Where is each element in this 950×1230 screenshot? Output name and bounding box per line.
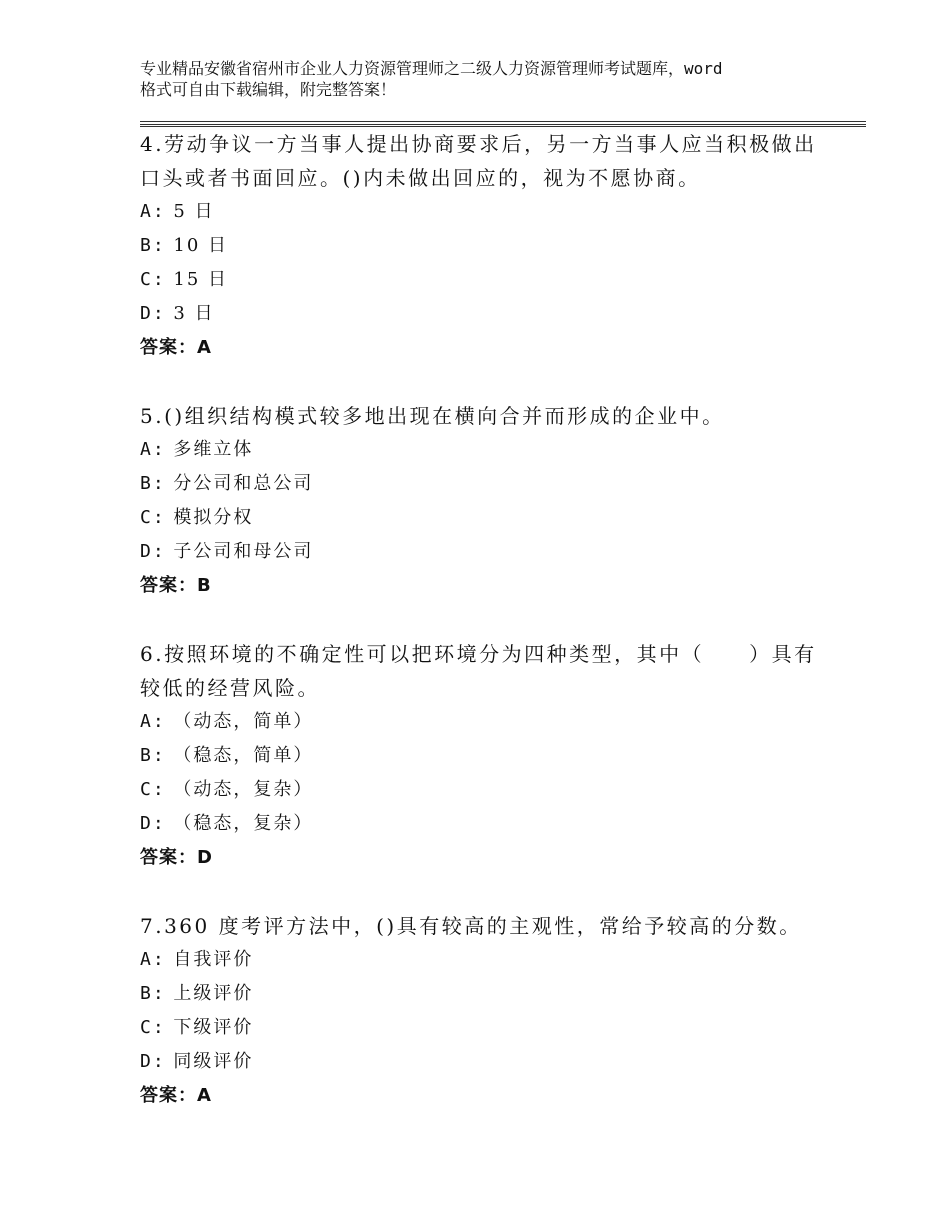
answer-option xyxy=(140,1045,840,1079)
option-key: B: xyxy=(140,473,166,494)
option-text: 多维立体 xyxy=(173,439,254,460)
question-stem xyxy=(140,399,840,433)
question-stem xyxy=(140,637,840,705)
option-text: 15 日 xyxy=(173,269,229,290)
question-block xyxy=(140,637,840,875)
option-key: B: xyxy=(140,745,166,766)
question-block xyxy=(140,909,840,1113)
question-spacer xyxy=(140,603,840,637)
question-block xyxy=(140,399,840,603)
option-key: C: xyxy=(140,1017,166,1038)
answer-option xyxy=(140,229,840,263)
answer-option xyxy=(140,739,840,773)
header-line-2: 格式可自由下载编辑，附完整答案！ xyxy=(140,80,397,99)
question-stem-line: 4.劳动争议一方当事人提出协商要求后，另一方当事人应当积极做出 xyxy=(140,132,817,156)
option-text: 自我评价 xyxy=(173,949,254,970)
answer-option xyxy=(140,773,840,807)
answer-key: 答案：D xyxy=(140,847,213,868)
answer-option xyxy=(140,433,840,467)
question-stem xyxy=(140,909,840,943)
header-rule-top xyxy=(140,121,866,122)
option-text: （动态，简单） xyxy=(173,711,314,732)
answer-key: 答案：A xyxy=(140,1085,212,1106)
question-stem-line: 7.360 度考评方法中，()具有较高的主观性，常给予较高的分数。 xyxy=(140,914,802,938)
option-key: C: xyxy=(140,779,166,800)
question-stem xyxy=(140,127,840,195)
answer-option xyxy=(140,263,840,297)
option-text: 3 日 xyxy=(173,303,215,324)
option-key: D: xyxy=(140,1051,166,1072)
option-key: D: xyxy=(140,303,166,324)
question-spacer xyxy=(140,365,840,399)
header-line-1: 专业精品安徽省宿州市企业人力资源管理师之二级人力资源管理师考试题库，word xyxy=(140,59,723,78)
option-key: C: xyxy=(140,269,166,290)
answer-option xyxy=(140,467,840,501)
question-stem-line: 6.按照环境的不确定性可以把环境分为四种类型，其中（ ）具有 xyxy=(140,642,817,666)
option-text: 分公司和总公司 xyxy=(173,473,314,494)
option-text: 上级评价 xyxy=(173,983,254,1004)
option-key: C: xyxy=(140,507,166,528)
question-list xyxy=(140,127,840,1113)
option-text: （稳态，复杂） xyxy=(173,813,314,834)
header-rule-middle xyxy=(140,124,866,125)
option-text: 同级评价 xyxy=(173,1051,254,1072)
option-key: B: xyxy=(140,983,166,1004)
option-key: A: xyxy=(140,439,166,460)
question-stem-line: 5.()组织结构模式较多地出现在横向合并而形成的企业中。 xyxy=(140,404,725,428)
option-text: 5 日 xyxy=(173,201,215,222)
option-text: 模拟分权 xyxy=(173,507,254,528)
answer-option xyxy=(140,501,840,535)
answer-option xyxy=(140,807,840,841)
option-key: B: xyxy=(140,235,166,256)
option-key: D: xyxy=(140,813,166,834)
answer-option xyxy=(140,1011,840,1045)
question-stem-line: 口头或者书面回应。()内未做出回应的，视为不愿协商。 xyxy=(140,166,701,190)
option-text: 子公司和母公司 xyxy=(173,541,314,562)
question-spacer xyxy=(140,875,840,909)
option-key: A: xyxy=(140,201,166,222)
document-header xyxy=(140,58,840,100)
option-key: D: xyxy=(140,541,166,562)
answer-option xyxy=(140,943,840,977)
answer-option xyxy=(140,705,840,739)
option-text: 10 日 xyxy=(173,235,229,256)
question-stem-line: 较低的经营风险。 xyxy=(140,676,320,700)
option-key: A: xyxy=(140,949,166,970)
answer-key: 答案：B xyxy=(140,575,212,596)
answer-option xyxy=(140,977,840,1011)
option-text: （动态，复杂） xyxy=(173,779,314,800)
option-text: 下级评价 xyxy=(173,1017,254,1038)
answer-option xyxy=(140,535,840,569)
answer-option xyxy=(140,297,840,331)
option-key: A: xyxy=(140,711,166,732)
answer-option xyxy=(140,195,840,229)
answer-key: 答案：A xyxy=(140,337,212,358)
option-text: （稳态，简单） xyxy=(173,745,314,766)
question-block xyxy=(140,127,840,365)
